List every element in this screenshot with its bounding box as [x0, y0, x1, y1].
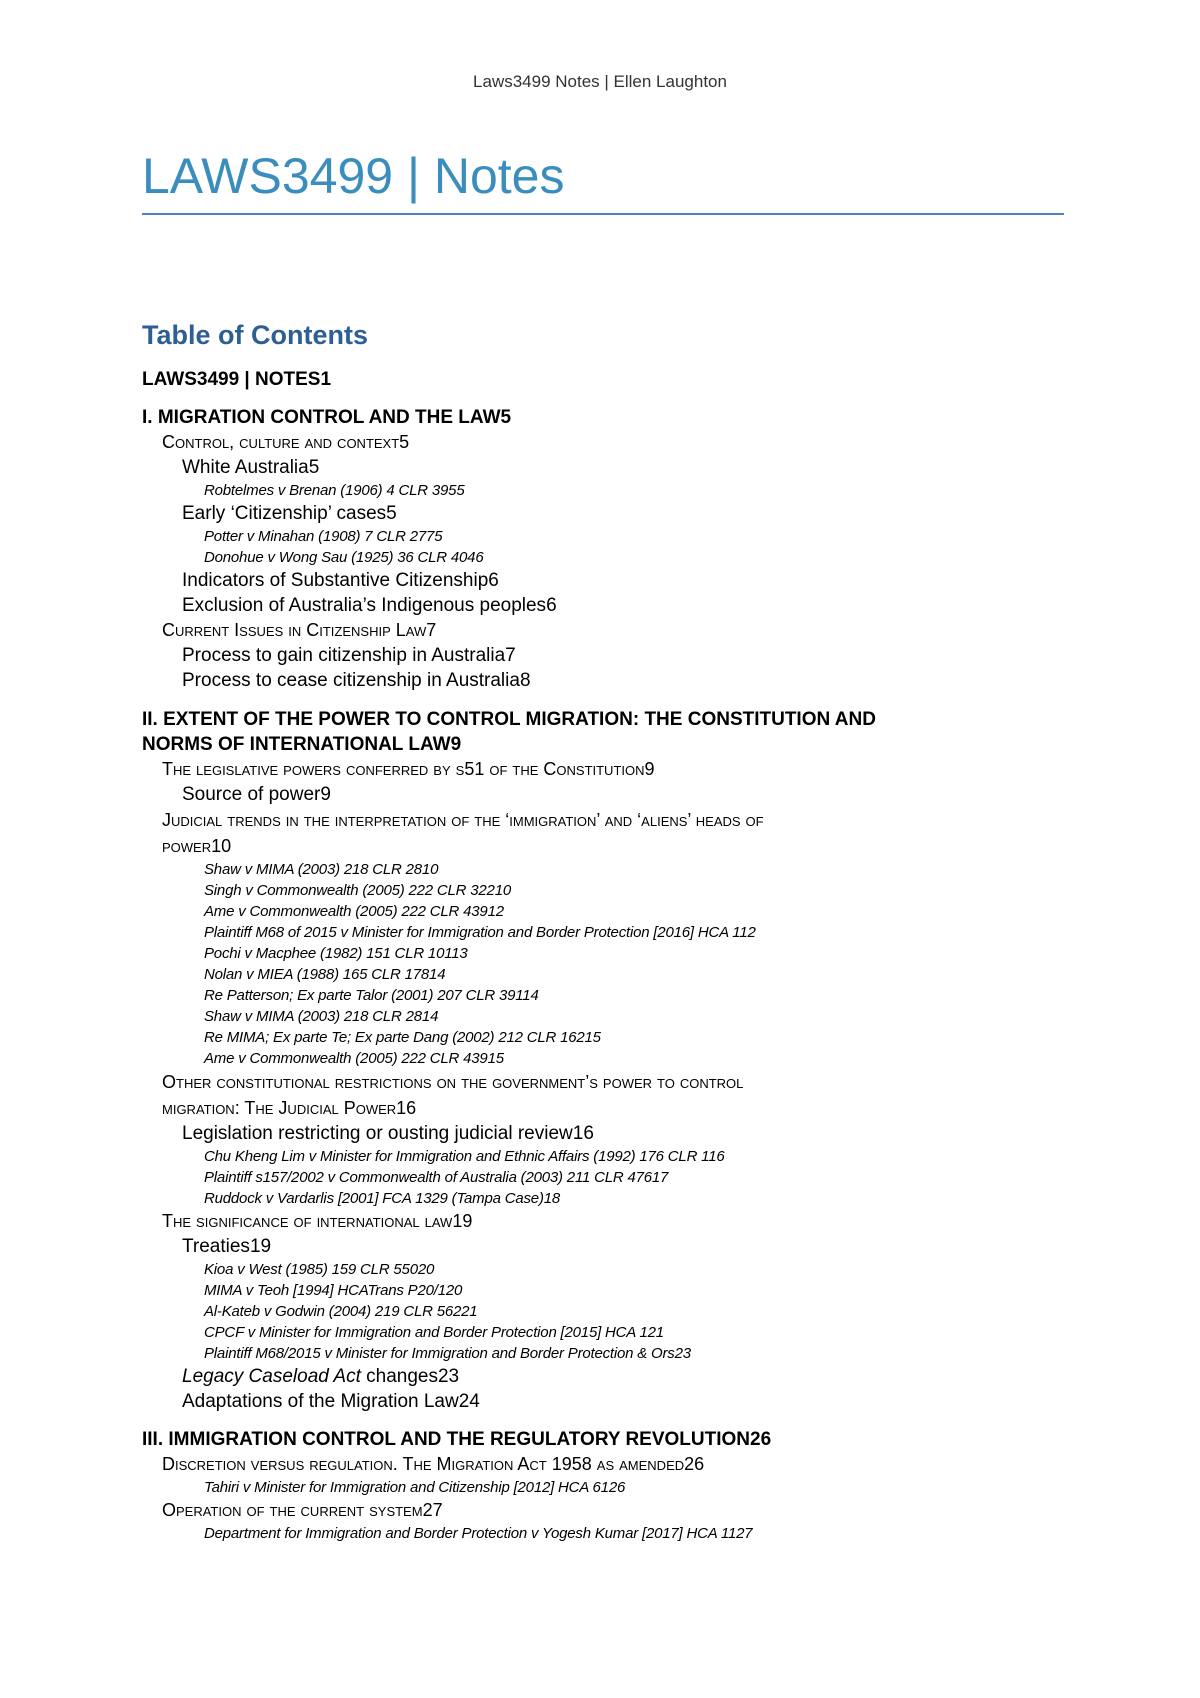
toc-page-number: 16 — [396, 1098, 417, 1118]
toc-entry-text: White Australia — [182, 457, 309, 478]
toc-entry[interactable] — [142, 1428, 1060, 1452]
toc-page-number: 14 — [522, 987, 539, 1004]
toc-entry[interactable] — [142, 901, 1060, 922]
toc-entry-text: LAWS3499 | NOTES — [142, 369, 321, 390]
toc-entry[interactable] — [142, 1477, 1060, 1498]
toc-entry[interactable] — [142, 1523, 1060, 1544]
toc-page-number: 27 — [422, 1500, 443, 1520]
toc-entry[interactable] — [142, 1069, 1060, 1121]
toc-entry[interactable] — [142, 964, 1060, 985]
toc-entry[interactable] — [142, 943, 1060, 964]
toc-entry-text: Al-Kateb v Godwin (2004) 219 CLR 562 — [204, 1303, 462, 1320]
toc-page-number: 21 — [647, 1324, 664, 1341]
toc-page-number: 6 — [475, 549, 484, 566]
toc-entry-text-continued: power — [162, 836, 212, 856]
toc-entry-text: Process to gain citizenship in Australia — [182, 645, 506, 666]
toc-entry-text: Operation of the current system — [162, 1500, 423, 1520]
toc-page-number: 5 — [308, 457, 320, 478]
toc-page-number: 9 — [450, 734, 462, 755]
toc-entry-text: Shaw v MIMA (2003) 218 CLR 28 — [204, 1008, 422, 1025]
toc-entry[interactable] — [142, 807, 1060, 859]
toc-entry-text: Shaw v MIMA (2003) 218 CLR 28 — [204, 861, 422, 878]
toc-page-number: 7 — [426, 620, 437, 640]
toc-page-number: 20 — [417, 1261, 435, 1278]
toc-page-number: 7 — [505, 645, 516, 666]
toc-entry[interactable] — [142, 501, 1060, 526]
toc-entry[interactable] — [142, 593, 1060, 618]
toc-entry[interactable] — [142, 985, 1060, 1006]
toc-entry-text: III. IMMIGRATION CONTROL AND THE REGULATORY REVOLUTION — [142, 1429, 750, 1450]
toc-entry[interactable] — [142, 859, 1060, 880]
toc-entry[interactable] — [142, 1322, 1060, 1343]
toc-entry[interactable] — [142, 668, 1060, 693]
toc-page-number: 19 — [452, 1211, 473, 1231]
toc-entry[interactable] — [142, 1280, 1060, 1301]
toc-entry-text: Nolan v MIEA (1988) 165 CLR 178 — [204, 966, 430, 983]
toc-entry-text: Plaintiff s157/2002 v Commonwealth of Australia (2003) 211 CLR 476 — [204, 1169, 652, 1186]
toc-entry[interactable] — [142, 1209, 1060, 1234]
toc-entry-text: Ame v Commonwealth (2005) 222 CLR 439 — [204, 903, 488, 920]
toc-entry-text-continued: migration: The Judicial Power — [162, 1098, 397, 1118]
toc-entry[interactable] — [142, 757, 1060, 782]
toc-page-number: 5 — [434, 528, 443, 545]
toc-entry-text: Early ‘Citizenship’ cases — [182, 503, 387, 524]
toc-page-number: 10 — [421, 861, 439, 878]
toc-page-number: 18 — [543, 1190, 561, 1207]
toc-entry-text: Exclusion of Australia’s Indigenous peoples — [182, 595, 547, 616]
toc-entry[interactable] — [142, 1048, 1060, 1069]
toc-entry-text: Potter v Minahan (1908) 7 CLR 277 — [204, 528, 435, 545]
toc-entry[interactable] — [142, 1027, 1060, 1048]
toc-page-number: 26 — [750, 1429, 772, 1450]
toc-entry-text: The significance of international law — [162, 1211, 453, 1231]
toc-entry[interactable] — [142, 406, 1060, 430]
toc-entry-text: Robtelmes v Brenan (1906) 4 CLR 395 — [204, 482, 457, 499]
toc-page-number: 14 — [421, 1008, 439, 1025]
toc-page-number: 16 — [572, 1123, 594, 1144]
toc-entry-text: Plaintiff M68 of 2015 v Minister for Immigration and Border Protection [2016] HCA 1 — [204, 924, 740, 941]
toc-entry-text: Department for Immigration and Border Protection v Yogesh Kumar [2017] HCA 11 — [204, 1525, 737, 1542]
page-header: Laws3499 Notes | Ellen Laughton — [473, 72, 727, 91]
toc-page-number: 10 — [494, 882, 511, 899]
toc-page-number: 5 — [399, 432, 410, 452]
toc-entry[interactable] — [142, 618, 1060, 643]
toc-entry-text: The legislative powers conferred by s51 of the Constitution — [162, 759, 645, 779]
toc-page-number: 6 — [488, 570, 499, 591]
toc-page-number: 17 — [651, 1169, 669, 1186]
toc-entry-text: Chu Kheng Lim v Minister for Immigration and Ethnic Affairs (1992) 176 CLR 1 — [204, 1148, 709, 1165]
toc-entry[interactable] — [142, 368, 1060, 392]
toc-entry[interactable] — [142, 922, 1060, 943]
toc-page-number: 15 — [487, 1050, 504, 1067]
toc-entry-text: Ame v Commonwealth (2005) 222 CLR 439 — [204, 1050, 488, 1067]
toc-entry-text: Kioa v West (1985) 159 CLR 550 — [204, 1261, 418, 1278]
toc-entry-text: Ruddock v Vardarlis [2001] FCA 1329 (Tampa Case) — [204, 1190, 544, 1207]
toc-entry-text: Judicial trends in the interpretation of the ‘immigration’ and ‘aliens’ heads of — [162, 810, 764, 830]
table-of-contents — [142, 368, 1060, 1544]
toc-entry-text: Singh v Commonwealth (2005) 222 CLR 322 — [204, 882, 495, 899]
toc-page-number: 5 — [386, 503, 397, 524]
toc-page-number: 1 — [320, 369, 332, 390]
toc-entry-text-continued: NORMS OF INTERNATIONAL LAW — [142, 734, 451, 755]
toc-page-number: 5 — [456, 482, 465, 499]
toc-entry[interactable] — [142, 643, 1060, 668]
toc-entry[interactable] — [142, 880, 1060, 901]
toc-page-number: 5 — [500, 407, 512, 428]
toc-page-number: 21 — [461, 1303, 478, 1320]
toc-page-number: 9 — [644, 759, 655, 779]
toc-page-number: 13 — [451, 945, 468, 962]
toc-page-number: 6 — [546, 595, 557, 616]
toc-entry[interactable] — [142, 1006, 1060, 1027]
toc-entry[interactable] — [142, 1234, 1060, 1259]
toc-entry[interactable] — [142, 1188, 1060, 1209]
toc-entry-text: II. EXTENT OF THE POWER TO CONTROL MIGRATION: THE CONSTITUTION AND — [142, 709, 876, 730]
toc-entry[interactable] — [142, 526, 1060, 547]
toc-page-number: 8 — [519, 670, 531, 691]
toc-entry-text: Source of power — [182, 784, 321, 805]
toc-entry-text: MIMA v Teoh [1994] HCATrans P20/1 — [204, 1282, 446, 1299]
document-title: LAWS3499 | Notes — [142, 148, 565, 204]
toc-entry-text: Other constitutional restrictions on the government’s power to control — [162, 1072, 744, 1092]
toc-page-number: 23 — [437, 1366, 460, 1387]
toc-entry[interactable] — [142, 707, 1060, 757]
toc-entry-text: Indicators of Substantive Citizenship — [182, 570, 489, 591]
toc-entry[interactable] — [142, 1343, 1060, 1364]
toc-entry-text: CPCF v Minister for Immigration and Border Protection [2015] HCA 1 — [204, 1324, 648, 1341]
toc-entry-text: Donohue v Wong Sau (1925) 36 CLR 404 — [204, 549, 476, 566]
toc-page-number: 26 — [608, 1479, 626, 1496]
toc-entry[interactable] — [142, 1167, 1060, 1188]
toc-entry[interactable] — [142, 455, 1060, 480]
toc-page-number: 9 — [320, 784, 331, 805]
toc-page-number: 27 — [736, 1525, 753, 1542]
toc-entry[interactable] — [142, 1498, 1060, 1523]
toc-entry[interactable] — [142, 1259, 1060, 1280]
toc-entry[interactable] — [142, 1389, 1060, 1414]
toc-entry[interactable] — [142, 1121, 1060, 1146]
toc-entry-text: I. MIGRATION CONTROL AND THE LAW — [142, 407, 501, 428]
toc-page-number: 12 — [739, 924, 756, 941]
toc-page-number: 26 — [684, 1454, 705, 1474]
toc-entry-text: Current Issues in Citizenship Law — [162, 620, 427, 640]
toc-entry[interactable] — [142, 1301, 1060, 1322]
toc-entry[interactable] — [142, 1146, 1060, 1167]
toc-heading: Table of Contents — [142, 320, 368, 350]
toc-page-number: 20 — [445, 1282, 463, 1299]
toc-entry[interactable] — [142, 480, 1060, 501]
toc-entry[interactable] — [142, 1364, 1060, 1389]
toc-entry-text: Process to cease citizenship in Australia — [182, 670, 520, 691]
toc-page-number: 24 — [458, 1391, 480, 1412]
title-divider — [142, 213, 1064, 215]
toc-entry-text: Tahiri v Minister for Immigration and Citizenship [2012] HCA 61 — [204, 1479, 609, 1496]
toc-entry-text: Re MIMA; Ex parte Te; Ex parte Dang (2002) 212 CLR 162 — [204, 1029, 585, 1046]
toc-page-number: 23 — [674, 1345, 691, 1362]
toc-entry-text: Re Patterson; Ex parte Talor (2001) 207 CLR 391 — [204, 987, 523, 1004]
toc-page-number: 14 — [429, 966, 446, 983]
toc-entry-text: Control, culture and context — [162, 432, 400, 452]
toc-entry-text: Adaptations of the Migration Law — [182, 1391, 459, 1412]
toc-page-number: 10 — [211, 836, 232, 856]
toc-entry-text: Pochi v Macphee (1982) 151 CLR 101 — [204, 945, 452, 962]
toc-page-number: 19 — [249, 1236, 272, 1257]
toc-entry[interactable] — [142, 547, 1060, 568]
toc-entry[interactable] — [142, 1452, 1060, 1477]
toc-entry-text: Treaties — [182, 1236, 250, 1257]
toc-page-number: 12 — [487, 903, 504, 920]
toc-page-number: 16 — [708, 1148, 725, 1165]
toc-entry[interactable] — [142, 568, 1060, 593]
toc-entry-text: Legacy Caseload Act changes — [182, 1366, 438, 1387]
toc-entry[interactable] — [142, 430, 1060, 455]
toc-entry-text: Legislation restricting or ousting judicial review — [182, 1123, 573, 1144]
toc-entry[interactable] — [142, 782, 1060, 807]
toc-entry-text: Plaintiff M68/2015 v Minister for Immigration and Border Protection & Ors — [204, 1345, 675, 1362]
toc-entry-text: Discretion versus regulation. The Migration Act 1958 as amended — [162, 1454, 685, 1474]
toc-page-number: 15 — [584, 1029, 601, 1046]
